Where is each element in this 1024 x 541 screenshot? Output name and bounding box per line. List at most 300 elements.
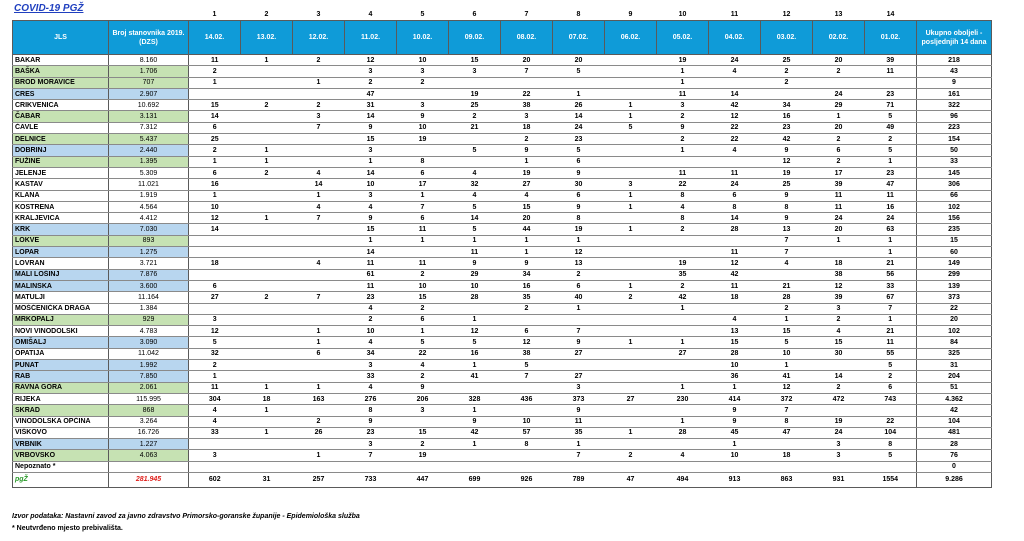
case-count: 42	[449, 427, 501, 438]
case-count	[397, 461, 449, 472]
case-count: 28	[709, 224, 761, 235]
case-count: 2	[605, 450, 657, 461]
total-count: 102	[917, 201, 992, 212]
case-count	[293, 145, 345, 156]
case-count: 47	[865, 179, 917, 190]
day-number: 8	[576, 11, 581, 18]
case-count	[657, 235, 709, 246]
case-count: 15	[345, 134, 397, 145]
population-value: 1.227	[109, 439, 189, 450]
case-count: 1	[605, 100, 657, 111]
case-count: 4	[293, 201, 345, 212]
municipality-name: DOBRINJ	[13, 145, 109, 156]
case-count: 18	[761, 450, 813, 461]
table-row	[13, 439, 992, 450]
case-count	[605, 145, 657, 156]
case-count: 4	[709, 145, 761, 156]
case-count: 8	[501, 439, 553, 450]
case-count: 29	[813, 100, 865, 111]
case-count: 16	[865, 201, 917, 212]
case-count: 14	[293, 179, 345, 190]
case-count: 5	[865, 111, 917, 122]
case-count: 4	[709, 66, 761, 77]
case-count: 8	[553, 213, 605, 224]
case-count: 7	[397, 201, 449, 212]
case-count	[241, 88, 293, 99]
case-count: 2	[813, 382, 865, 393]
municipality-name: LOVRAN	[13, 258, 109, 269]
case-count: 9	[397, 111, 449, 122]
municipality-name: Nepoznato *	[13, 461, 109, 472]
case-count: 63	[865, 224, 917, 235]
municipality-name: KRK	[13, 224, 109, 235]
case-count: 20	[813, 224, 865, 235]
case-count	[813, 461, 865, 472]
case-count: 49	[865, 122, 917, 133]
case-count	[241, 439, 293, 450]
case-count: 27	[657, 348, 709, 359]
case-count	[605, 258, 657, 269]
population-value: 2.907	[109, 88, 189, 99]
case-count: 22	[709, 134, 761, 145]
case-count: 14	[345, 167, 397, 178]
case-count	[241, 179, 293, 190]
case-count: 23	[345, 427, 397, 438]
case-count: 9	[553, 201, 605, 212]
case-count: 1	[241, 145, 293, 156]
table-row	[13, 371, 992, 382]
case-count	[241, 461, 293, 472]
case-count	[241, 348, 293, 359]
case-count: 1	[657, 382, 709, 393]
case-count: 1	[449, 235, 501, 246]
case-count: 3	[345, 145, 397, 156]
case-count: 23	[865, 88, 917, 99]
case-count: 30	[553, 179, 605, 190]
population-value: 3.721	[109, 258, 189, 269]
total-count: 43	[917, 66, 992, 77]
case-count: 8	[397, 156, 449, 167]
case-count: 12	[709, 258, 761, 269]
case-count: 2	[813, 134, 865, 145]
case-count	[293, 371, 345, 382]
case-count	[241, 371, 293, 382]
case-count: 4	[761, 258, 813, 269]
total-count: 50	[917, 145, 992, 156]
case-count	[553, 461, 605, 472]
case-count: 11	[345, 258, 397, 269]
case-count: 35	[657, 269, 709, 280]
case-count	[657, 326, 709, 337]
case-count: 1	[657, 77, 709, 88]
case-count: 11	[553, 416, 605, 427]
header-date: 08.02.	[501, 21, 553, 55]
municipality-name: ČAVLE	[13, 122, 109, 133]
case-count: 12	[449, 326, 501, 337]
case-count: 22	[865, 416, 917, 427]
population-value: 707	[109, 77, 189, 88]
table-row	[13, 77, 992, 88]
sum-population: 281.945	[109, 472, 189, 487]
case-count	[397, 145, 449, 156]
case-count	[241, 337, 293, 348]
case-count: 4	[709, 314, 761, 325]
case-count: 34	[501, 269, 553, 280]
case-count: 2	[241, 167, 293, 178]
table-row	[13, 450, 992, 461]
case-count: 5	[553, 145, 605, 156]
case-count: 9	[449, 258, 501, 269]
case-count: 1	[865, 247, 917, 258]
case-count: 11	[709, 247, 761, 258]
case-count: 10	[761, 348, 813, 359]
case-count: 15	[761, 326, 813, 337]
case-count: 24	[553, 122, 605, 133]
case-count: 9	[761, 190, 813, 201]
case-count: 14	[189, 111, 241, 122]
case-count: 27	[605, 393, 657, 404]
day-number: 3	[316, 11, 321, 18]
case-count: 21	[449, 122, 501, 133]
case-count: 8	[657, 190, 709, 201]
case-count: 5	[189, 337, 241, 348]
case-count	[449, 461, 501, 472]
sum-count: 257	[293, 472, 345, 487]
case-count: 2	[813, 156, 865, 167]
case-count: 7	[553, 450, 605, 461]
case-count: 21	[865, 326, 917, 337]
case-count: 14	[345, 247, 397, 258]
case-count: 19	[397, 450, 449, 461]
case-count: 9	[761, 213, 813, 224]
case-count	[241, 314, 293, 325]
municipality-name: OMIŠALJ	[13, 337, 109, 348]
case-count	[189, 269, 241, 280]
case-count: 39	[865, 55, 917, 66]
case-count: 7	[553, 326, 605, 337]
case-count: 6	[709, 190, 761, 201]
case-count: 11	[397, 224, 449, 235]
sum-row	[13, 472, 992, 487]
header-population: Broj stanovnika 2019. (DZS)	[109, 21, 189, 55]
case-count: 11	[189, 382, 241, 393]
case-count	[293, 224, 345, 235]
case-count	[241, 111, 293, 122]
case-count: 6	[397, 213, 449, 224]
case-count: 42	[657, 292, 709, 303]
day-number-row	[13, 9, 992, 21]
table-row	[13, 258, 992, 269]
case-count: 18	[501, 122, 553, 133]
case-count	[605, 314, 657, 325]
case-count	[293, 247, 345, 258]
case-count: 26	[293, 427, 345, 438]
case-count	[605, 167, 657, 178]
case-count: 14	[813, 371, 865, 382]
case-count: 15	[449, 55, 501, 66]
total-count: 306	[917, 179, 992, 190]
case-count	[241, 66, 293, 77]
municipality-name: ČABAR	[13, 111, 109, 122]
case-count: 19	[657, 55, 709, 66]
case-count: 1	[605, 427, 657, 438]
case-count: 9	[553, 405, 605, 416]
case-count: 18	[709, 292, 761, 303]
municipality-name: MALI LOŠINJ	[13, 269, 109, 280]
case-count	[605, 213, 657, 224]
case-count	[189, 235, 241, 246]
case-count	[449, 134, 501, 145]
case-count	[189, 303, 241, 314]
case-count	[241, 235, 293, 246]
case-count: 17	[397, 179, 449, 190]
case-count: 3	[345, 66, 397, 77]
blank-cell	[13, 9, 109, 21]
case-count: 13	[761, 224, 813, 235]
case-count	[293, 88, 345, 99]
case-count	[241, 326, 293, 337]
case-count: 3	[813, 439, 865, 450]
table-row	[13, 303, 992, 314]
case-count: 27	[553, 371, 605, 382]
case-count: 14	[449, 213, 501, 224]
case-count: 1	[345, 156, 397, 167]
municipality-name: PUNAT	[13, 360, 109, 371]
case-count: 9	[709, 416, 761, 427]
case-count: 1	[397, 190, 449, 201]
case-count: 2	[501, 303, 553, 314]
case-count	[397, 247, 449, 258]
case-count: 8	[345, 405, 397, 416]
case-count: 2	[501, 134, 553, 145]
case-count: 1	[761, 314, 813, 325]
case-count: 230	[657, 393, 709, 404]
total-count: 325	[917, 348, 992, 359]
case-count: 10	[501, 416, 553, 427]
case-count: 2	[189, 66, 241, 77]
case-count: 30	[813, 348, 865, 359]
case-count: 40	[553, 292, 605, 303]
case-count: 1	[293, 326, 345, 337]
table-row	[13, 190, 992, 201]
case-count: 1	[189, 371, 241, 382]
case-count: 7	[293, 122, 345, 133]
case-count: 2	[813, 314, 865, 325]
case-count: 2	[397, 371, 449, 382]
table-row	[13, 100, 992, 111]
case-count: 14	[553, 111, 605, 122]
case-count: 57	[501, 427, 553, 438]
case-count: 27	[501, 179, 553, 190]
case-count: 1	[553, 88, 605, 99]
case-count	[293, 314, 345, 325]
case-count: 12	[761, 156, 813, 167]
case-count: 4	[397, 360, 449, 371]
case-count: 5	[397, 337, 449, 348]
case-count	[657, 360, 709, 371]
case-count: 24	[813, 213, 865, 224]
case-count: 12	[501, 337, 553, 348]
case-count: 2	[761, 77, 813, 88]
case-count: 3	[397, 100, 449, 111]
day-number: 14	[886, 11, 895, 18]
case-count: 16	[449, 348, 501, 359]
case-count: 24	[709, 179, 761, 190]
table-row	[13, 111, 992, 122]
header-date: 11.02.	[345, 21, 397, 55]
case-count: 24	[813, 88, 865, 99]
population-value: 7.030	[109, 224, 189, 235]
case-count: 4	[449, 167, 501, 178]
day-number: 12	[782, 11, 791, 18]
case-count	[449, 303, 501, 314]
municipality-name: VIŠKOVO	[13, 427, 109, 438]
case-count: 1	[189, 190, 241, 201]
case-count: 9	[709, 405, 761, 416]
case-count: 1	[657, 66, 709, 77]
table-row	[13, 269, 992, 280]
case-count: 1	[501, 247, 553, 258]
case-count: 1	[241, 156, 293, 167]
table-row	[13, 416, 992, 427]
case-count	[605, 382, 657, 393]
case-count: 3	[345, 360, 397, 371]
case-count: 42	[709, 100, 761, 111]
case-count: 6	[865, 382, 917, 393]
case-count: 6	[501, 326, 553, 337]
total-count: 51	[917, 382, 992, 393]
case-count: 6	[189, 167, 241, 178]
total-count: 42	[917, 405, 992, 416]
header-date: 05.02.	[657, 21, 709, 55]
case-count: 20	[813, 55, 865, 66]
case-count: 18	[241, 393, 293, 404]
case-count: 25	[189, 134, 241, 145]
population-value: 1.919	[109, 190, 189, 201]
municipality-name: RAB	[13, 371, 109, 382]
header-date: 13.02.	[241, 21, 293, 55]
case-count: 9	[761, 145, 813, 156]
case-count	[657, 156, 709, 167]
case-count: 5	[501, 360, 553, 371]
case-count: 10	[345, 179, 397, 190]
case-count: 24	[865, 213, 917, 224]
case-count: 10	[709, 360, 761, 371]
municipality-name: BAŠKA	[13, 66, 109, 77]
case-count: 33	[345, 371, 397, 382]
case-count	[293, 303, 345, 314]
case-count: 3	[449, 66, 501, 77]
case-count	[605, 405, 657, 416]
case-count: 22	[501, 88, 553, 99]
population-value: 3.090	[109, 337, 189, 348]
total-count: 235	[917, 224, 992, 235]
case-count: 15	[501, 201, 553, 212]
total-count: 104	[917, 416, 992, 427]
source-note: Izvor podataka: Nastavni zavod za javno zdravstvo Primorsko-goranske županije - Epidemiološka služba	[12, 513, 360, 520]
case-count	[449, 450, 501, 461]
municipality-name: JELENJE	[13, 167, 109, 178]
sum-label: pgŽ	[13, 472, 109, 487]
total-count: 20	[917, 314, 992, 325]
total-count: 96	[917, 111, 992, 122]
case-count: 28	[709, 348, 761, 359]
case-count	[241, 280, 293, 291]
total-count: 322	[917, 100, 992, 111]
case-count	[865, 77, 917, 88]
case-count	[189, 88, 241, 99]
day-number: 11	[730, 11, 739, 18]
case-count: 2	[605, 292, 657, 303]
municipality-name: FUŽINE	[13, 156, 109, 167]
case-count: 11	[865, 190, 917, 201]
case-count: 9	[449, 416, 501, 427]
case-count: 19	[501, 167, 553, 178]
case-count: 3	[813, 303, 865, 314]
case-count: 16	[189, 179, 241, 190]
case-count: 9	[397, 382, 449, 393]
case-count: 1	[813, 235, 865, 246]
total-count: 28	[917, 439, 992, 450]
population-value: 3.131	[109, 111, 189, 122]
sum-count: 931	[813, 472, 865, 487]
case-count: 39	[813, 179, 865, 190]
case-count: 304	[189, 393, 241, 404]
case-count: 1	[241, 427, 293, 438]
case-count	[241, 190, 293, 201]
case-count: 2	[397, 77, 449, 88]
case-count: 2	[397, 303, 449, 314]
case-count: 44	[501, 224, 553, 235]
case-count	[761, 439, 813, 450]
case-count: 1	[865, 156, 917, 167]
table-row	[13, 224, 992, 235]
case-count: 47	[761, 427, 813, 438]
case-count: 1	[293, 450, 345, 461]
case-count	[865, 461, 917, 472]
case-count	[657, 461, 709, 472]
case-count	[189, 461, 241, 472]
case-count: 67	[865, 292, 917, 303]
case-count: 2	[657, 134, 709, 145]
case-count: 436	[501, 393, 553, 404]
sum-total: 9.286	[917, 472, 992, 487]
case-count: 1	[293, 190, 345, 201]
case-count: 1	[501, 156, 553, 167]
case-count: 20	[501, 213, 553, 224]
total-count: 76	[917, 450, 992, 461]
case-count: 1	[293, 382, 345, 393]
case-count: 10	[397, 55, 449, 66]
case-count: 1	[293, 77, 345, 88]
case-count: 6	[553, 156, 605, 167]
case-count: 7	[293, 213, 345, 224]
header-row	[13, 21, 992, 55]
table-row	[13, 145, 992, 156]
municipality-name: MATULJI	[13, 292, 109, 303]
population-value: 7.850	[109, 371, 189, 382]
case-count: 25	[761, 179, 813, 190]
case-count: 4	[189, 416, 241, 427]
total-count: 84	[917, 337, 992, 348]
case-count: 2	[397, 439, 449, 450]
case-count: 2	[189, 145, 241, 156]
case-count	[293, 66, 345, 77]
day-number: 2	[264, 11, 269, 18]
case-count	[709, 156, 761, 167]
case-count: 15	[397, 292, 449, 303]
case-count	[709, 235, 761, 246]
